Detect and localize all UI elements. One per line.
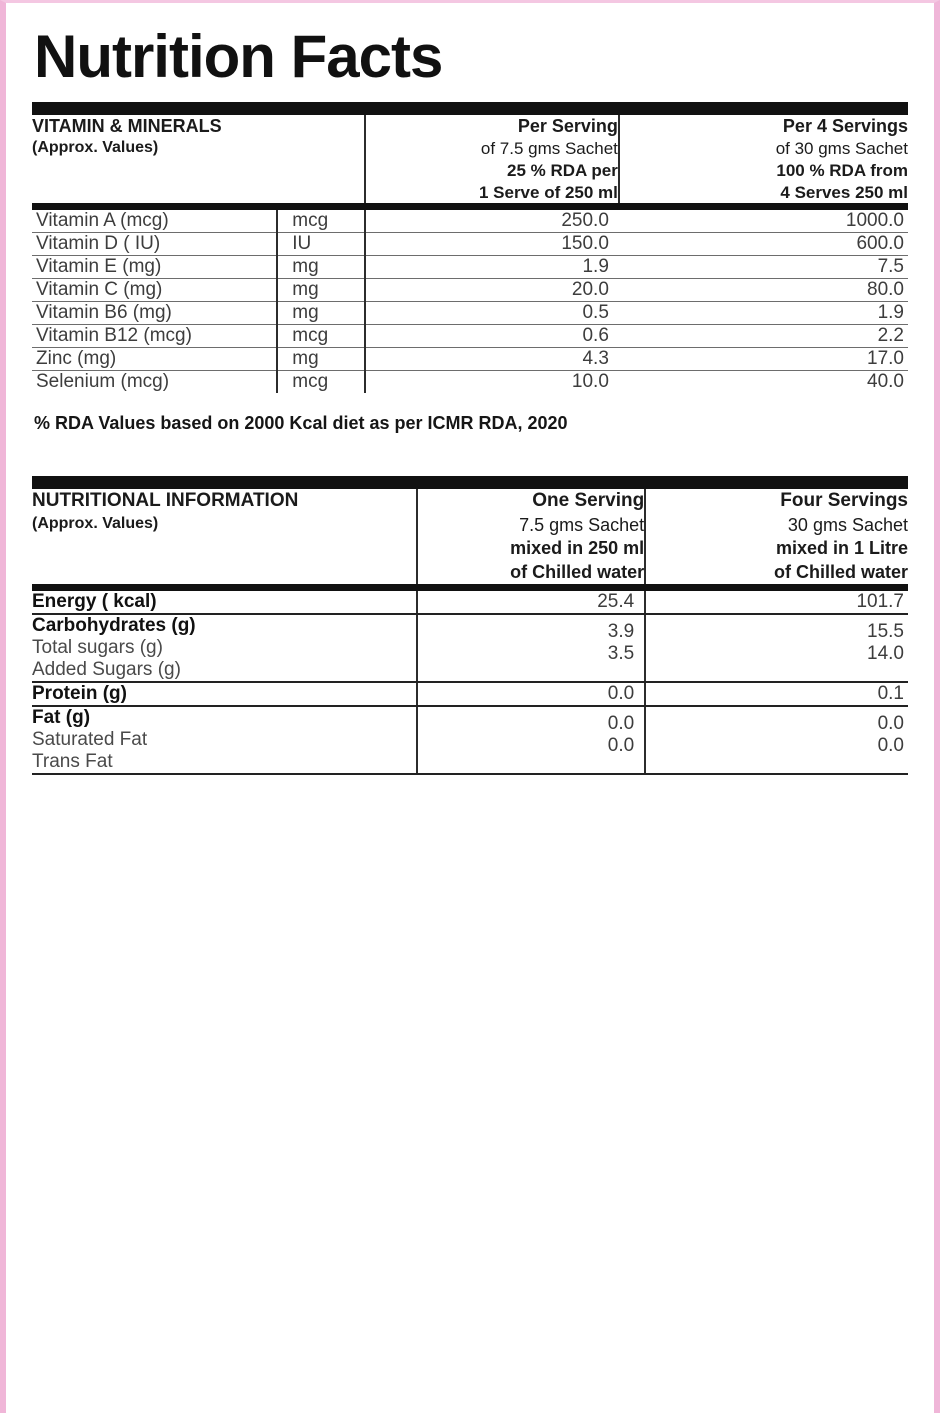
four-servings-line2: 30 gms Sachet xyxy=(787,514,908,535)
per-4-servings-line2: of 30 gms Sachet xyxy=(775,139,908,159)
energy-one-serving: 25.4 xyxy=(597,591,635,613)
nutrition-row-one-serving xyxy=(417,706,645,774)
one-serving-line1: One Serving xyxy=(532,490,645,512)
nutrition-header-col-four-servings xyxy=(645,489,908,584)
nutrient-unit: mcg xyxy=(277,371,365,394)
nutrient-name: Vitamin D ( IU) xyxy=(32,233,277,256)
section-gap xyxy=(28,434,912,476)
nutrient-per-4-servings: 2.2 xyxy=(619,325,908,348)
table-row xyxy=(32,682,908,706)
nutritional-information-table xyxy=(32,489,908,584)
nutrition-row-label xyxy=(32,682,417,706)
vitamin-table-header-row xyxy=(32,115,908,203)
nutrient-per-serving: 250.0 xyxy=(365,210,619,233)
nutrient-per-4-servings: 80.0 xyxy=(619,279,908,302)
saturated-fat-four-servings: 0.0 xyxy=(877,713,904,735)
nutrition-header-subtitle: (Approx. Values) xyxy=(32,514,159,532)
vitamin-header-divider xyxy=(32,203,908,210)
nutrition-row-one-serving xyxy=(417,591,645,614)
total-sugars-label: Total sugars (g) xyxy=(32,637,163,659)
nutrition-header-divider xyxy=(32,584,908,591)
saturated-fat-one-serving: 0.0 xyxy=(607,713,635,735)
table-row xyxy=(32,210,908,233)
nutrient-per-serving: 1.9 xyxy=(365,256,619,279)
nutrient-name: Selenium (mcg) xyxy=(36,371,170,393)
table-row xyxy=(32,302,908,325)
table-row xyxy=(32,348,908,371)
nutrition-header-col-one-serving xyxy=(417,489,645,584)
nutrient-name: Vitamin A (mcg) xyxy=(32,210,277,233)
nutrient-unit: mg xyxy=(277,348,365,371)
nutrient-name: Vitamin E (mg) xyxy=(32,256,277,279)
vitamin-header-subtitle: (Approx. Values) xyxy=(32,139,159,157)
vitamin-header-title: VITAMIN & MINERALS xyxy=(32,116,222,136)
trans-fat-label: Trans Fat xyxy=(32,751,113,773)
table-row xyxy=(32,256,908,279)
carbohydrates-label: Carbohydrates (g) xyxy=(32,615,196,637)
protein-one-serving: 0.0 xyxy=(607,683,635,705)
four-servings-line3: mixed in 1 Litre xyxy=(775,538,908,559)
energy-four-servings: 101.7 xyxy=(856,591,904,613)
per-4-servings-line3: 100 % RDA from xyxy=(776,160,908,180)
nutrient-name: Vitamin B12 (mcg) xyxy=(32,325,277,348)
four-servings-line4: of Chilled water xyxy=(773,561,908,582)
nutrition-row-one-serving xyxy=(417,614,645,682)
nutrient-unit: mcg xyxy=(277,210,365,233)
nutrition-row-label xyxy=(32,706,417,774)
nutritional-information-rows xyxy=(32,591,908,775)
nutrient-name: Vitamin C (mg) xyxy=(32,279,277,302)
one-serving-line3: mixed in 250 ml xyxy=(510,538,645,559)
top-divider xyxy=(32,102,908,115)
trans-fat-one-serving: 0.0 xyxy=(607,735,635,757)
table-row xyxy=(32,279,908,302)
nutrition-header-title: NUTRITIONAL INFORMATION xyxy=(32,490,299,512)
nutrient-unit: mg xyxy=(277,302,365,325)
nutrient-unit: IU xyxy=(277,233,365,256)
nutrient-name: Vitamin B6 (mg) xyxy=(32,302,277,325)
nutrition-row-four-servings xyxy=(645,591,908,614)
nutrition-row-four-servings xyxy=(645,706,908,774)
added-sugars-four-servings: 14.0 xyxy=(867,643,904,665)
table-row xyxy=(32,325,908,348)
saturated-fat-label: Saturated Fat xyxy=(32,729,148,751)
nutrient-per-4-servings: 1.9 xyxy=(619,302,908,325)
nutrition-table-header-label xyxy=(32,489,417,584)
nutrient-name: Zinc (mg) xyxy=(32,348,277,371)
fat-label: Fat (g) xyxy=(32,707,91,729)
one-serving-line2: 7.5 gms Sachet xyxy=(519,514,645,535)
rda-note: % RDA Values based on 2000 Kcal diet as per ICMR RDA, 2020 xyxy=(34,413,568,434)
four-servings-line1: Four Servings xyxy=(780,490,908,512)
nutrient-per-serving: 0.5 xyxy=(365,302,619,325)
table-row xyxy=(32,706,908,774)
total-sugars-four-servings: 15.5 xyxy=(867,621,904,643)
added-sugars-label: Added Sugars (g) xyxy=(32,659,181,681)
nutrition-row-one-serving xyxy=(417,682,645,706)
nutrition-row-four-servings xyxy=(645,614,908,682)
nutrient-per-4-servings: 600.0 xyxy=(619,233,908,256)
table-row xyxy=(32,371,908,394)
added-sugars-one-serving: 3.5 xyxy=(607,643,635,665)
table-row xyxy=(32,233,908,256)
trans-fat-four-servings: 0.0 xyxy=(877,735,904,757)
nutrition-top-divider xyxy=(32,476,908,489)
page-title: Nutrition Facts xyxy=(34,23,443,90)
nutrient-per-4-servings: 1000.0 xyxy=(619,210,908,233)
vitamin-minerals-table xyxy=(32,115,908,203)
vitamin-minerals-rows xyxy=(32,210,908,393)
nutrient-per-serving: 10.0 xyxy=(365,371,619,394)
table-row xyxy=(32,591,908,614)
nutrient-per-4-servings: 7.5 xyxy=(619,256,908,279)
nutrition-row-label xyxy=(32,614,417,682)
nutrient-unit: mcg xyxy=(277,325,365,348)
per-serving-line3: 25 % RDA per xyxy=(507,160,618,180)
nutrition-row-label xyxy=(32,591,417,614)
total-sugars-one-serving: 3.9 xyxy=(607,621,635,643)
nutrient-unit: mg xyxy=(277,279,365,302)
energy-label: Energy ( kcal) xyxy=(32,591,157,613)
vitamin-table-header-label xyxy=(32,115,365,203)
per-serving-line1: Per Serving xyxy=(517,116,618,136)
nutrient-unit: mg xyxy=(277,256,365,279)
nutrient-per-serving: 0.6 xyxy=(365,325,619,348)
protein-four-servings: 0.1 xyxy=(877,683,904,705)
nutrient-per-4-servings: 17.0 xyxy=(619,348,908,371)
table-row xyxy=(32,614,908,682)
nutrition-table-header-row xyxy=(32,489,908,584)
per-serving-line4: 1 Serve of 250 ml xyxy=(478,182,618,202)
nutrient-per-serving: 150.0 xyxy=(365,233,619,256)
nutrient-per-serving: 4.3 xyxy=(365,348,619,371)
per-4-servings-line1: Per 4 Servings xyxy=(782,116,908,136)
vitamin-header-col-per-4-servings xyxy=(619,115,908,203)
nutrient-per-serving: 20.0 xyxy=(365,279,619,302)
protein-label: Protein (g) xyxy=(32,683,127,705)
per-serving-line2: of 7.5 gms Sachet xyxy=(480,139,618,159)
per-4-servings-line4: 4 Serves 250 ml xyxy=(780,182,908,202)
vitamin-header-col-per-serving xyxy=(365,115,619,203)
nutrient-per-4-servings: 40.0 xyxy=(867,371,904,393)
nutrition-row-four-servings xyxy=(645,682,908,706)
one-serving-line4: of Chilled water xyxy=(510,561,645,582)
